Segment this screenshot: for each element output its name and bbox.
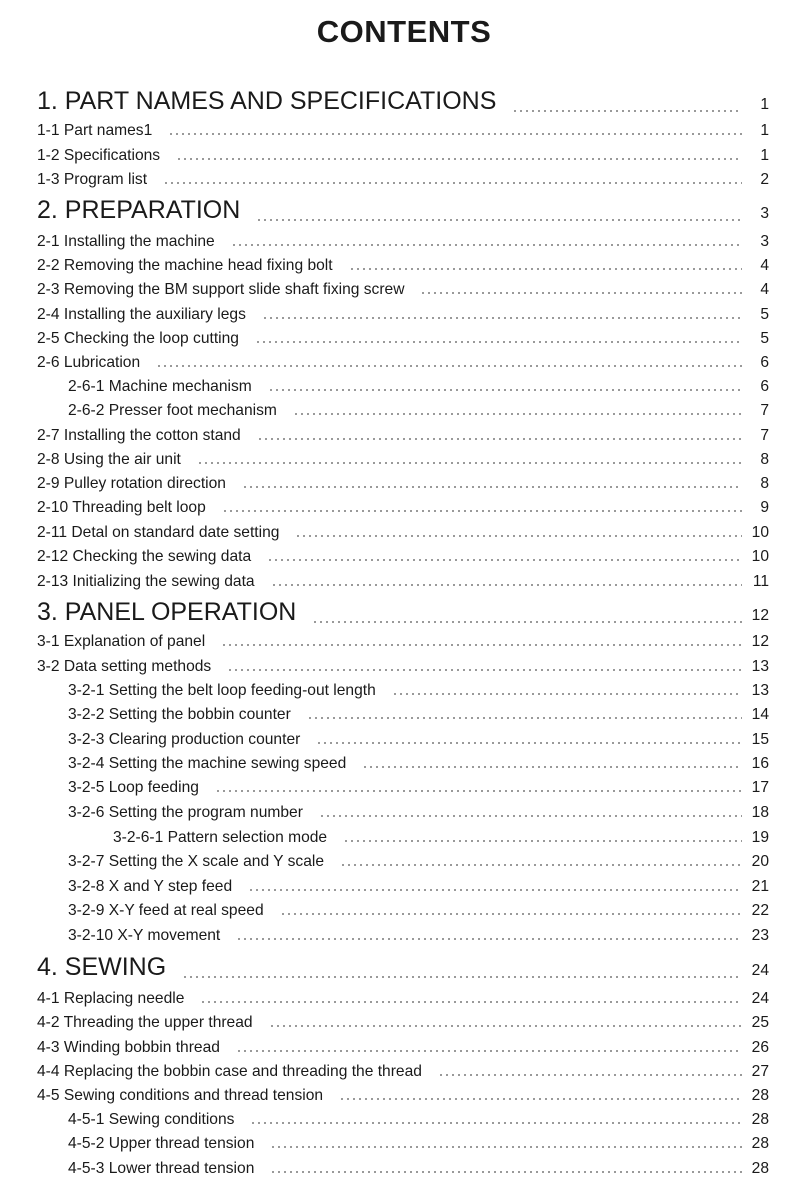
toc-page-number: 4 [760,281,769,298]
toc-entry-title: 1-3 Program list [37,171,148,188]
toc-entry[interactable] [37,142,769,166]
dot-leader [392,692,742,696]
toc-page-number: 21 [751,878,769,895]
toc-entry-title: 2-7 Installing the cotton stand [37,427,241,444]
toc-entry[interactable] [37,117,769,141]
toc-entry[interactable] [37,422,769,446]
toc-entry-title: 1. PART NAMES AND SPECIFICATIONS [37,87,497,115]
dot-leader [262,316,742,320]
dot-leader [270,1145,741,1149]
toc-page-number: 28 [751,1111,769,1128]
dot-leader [176,157,742,161]
toc-page-number: 1 [760,147,769,164]
toc-entry[interactable] [37,897,769,921]
dot-leader [307,716,742,720]
toc-entry-title: 3-2-8 X and Y step feed [68,878,233,895]
toc-entry-title: 4-5 Sewing conditions and thread tension [37,1087,324,1104]
toc-page-number: 24 [751,962,769,979]
toc-entry[interactable] [37,519,769,543]
toc-page-number: 1 [760,96,769,113]
toc-chapter-entry[interactable] [37,950,769,982]
toc-page-number: 7 [760,402,769,419]
toc-entry[interactable] [37,397,769,421]
toc-entry-title: 4. SEWING [37,953,167,981]
dot-leader [255,340,742,344]
toc-page-number: 24 [751,990,769,1007]
toc-entry[interactable] [37,1034,769,1058]
toc-entry[interactable] [37,1106,769,1130]
toc-entry-title: 3-2 Data setting methods [37,658,212,675]
toc-entry-title: 2-2 Removing the machine head fixing bolt [37,257,333,274]
toc-entry[interactable] [37,774,769,798]
dot-leader [182,975,741,979]
toc-entry[interactable] [37,470,769,494]
toc-page-number: 19 [751,829,769,846]
dot-leader [256,218,742,222]
dot-leader [257,437,742,441]
dot-leader [227,668,741,672]
toc-entry[interactable] [37,653,769,677]
toc-page-number: 17 [751,779,769,796]
toc-page-number: 13 [751,658,769,675]
dot-leader [312,620,741,624]
toc-entry-title: 4-5-1 Sewing conditions [68,1111,235,1128]
toc-entry-title: 3-2-1 Setting the belt loop feeding-out length [68,682,376,699]
toc-entry-title: 2-11 Detal on standard date setting [37,524,280,541]
toc-page-number: 10 [751,548,769,565]
dot-leader [221,643,741,647]
toc-entry[interactable] [37,750,769,774]
dot-leader [268,388,742,392]
toc-entry[interactable] [37,252,769,276]
toc-entry-title: 2-9 Pulley rotation direction [37,475,226,492]
dot-leader [269,1024,742,1028]
toc-page-number: 5 [760,330,769,347]
dot-leader [200,1000,741,1004]
toc-entry[interactable] [37,701,769,725]
toc-entry-title: 3-2-2 Setting the bobbin counter [68,706,291,723]
dot-leader [340,863,742,867]
toc-entry[interactable] [37,349,769,373]
dot-leader [438,1073,742,1077]
toc-page-number: 15 [751,731,769,748]
toc-page-number: 1 [760,122,769,139]
toc-entry[interactable] [37,301,769,325]
dot-leader [250,1121,741,1125]
toc-entry-title: 2. PREPARATION [37,196,241,224]
toc-page-number: 10 [751,524,769,541]
toc-page-number: 18 [751,804,769,821]
toc-page-number: 28 [751,1160,769,1177]
toc-entry-title: 3. PANEL OPERATION [37,598,297,626]
toc-page-number: 14 [751,706,769,723]
dot-leader [343,839,742,843]
toc-page-number: 3 [760,205,769,222]
toc-entry-title: 2-13 Initializing the sewing data [37,573,255,590]
dot-leader [248,888,741,892]
toc-entry[interactable] [37,543,769,567]
toc-entry[interactable] [37,166,769,190]
toc-page-number: 22 [751,902,769,919]
toc-entry[interactable] [37,824,769,848]
toc-entry-title: 2-4 Installing the auxiliary legs [37,306,246,323]
toc-entry[interactable] [37,1155,769,1179]
toc-entry-title: 2-6 Lubrication [37,354,141,371]
dot-leader [293,412,742,416]
toc-entry-title: 4-3 Winding bobbin thread [37,1039,220,1056]
dot-leader [295,534,741,538]
dot-leader [339,1097,742,1101]
toc-chapter-entry[interactable] [37,595,769,627]
toc-page-number: 6 [760,354,769,371]
toc-entry[interactable] [37,568,769,592]
toc-page-number: 2 [760,171,769,188]
toc-page-number: 26 [751,1039,769,1056]
toc-entry[interactable] [37,446,769,470]
toc-page-number: 25 [751,1014,769,1031]
toc-entry[interactable] [37,325,769,349]
toc-page-number: 28 [751,1135,769,1152]
toc-entry-title: 2-5 Checking the loop cutting [37,330,239,347]
toc-entry-title: 3-2-4 Setting the machine sewing speed [68,755,347,772]
toc-entry-title: 4-1 Replacing needle [37,990,185,1007]
toc-entry-title: 3-2-6 Setting the program number [68,804,303,821]
toc-entry[interactable] [37,1058,769,1082]
page-title: CONTENTS [316,14,492,49]
dot-leader [197,461,742,465]
toc-entry-title: 2-6-2 Presser foot mechanism [68,402,277,419]
dot-leader [163,181,742,185]
toc-page-number: 5 [760,306,769,323]
toc-entry-title: 3-2-5 Loop feeding [68,779,199,796]
toc-entry[interactable] [37,1130,769,1154]
toc-chapter-entry[interactable] [37,84,769,116]
toc-page-number: 11 [752,573,769,590]
dot-leader [319,814,742,818]
toc-entry[interactable] [37,985,769,1009]
toc-entry[interactable] [37,726,769,750]
toc-entry-title: 4-5-2 Upper thread tension [68,1135,255,1152]
dot-leader [316,741,741,745]
toc-entry-title: 3-2-10 X-Y movement [68,927,221,944]
dot-leader [512,109,742,113]
dot-leader [156,364,742,368]
dot-leader [362,765,741,769]
dot-leader [215,789,742,793]
toc-page-number: 12 [751,607,769,624]
toc-page-number: 12 [751,633,769,650]
toc-entry[interactable] [37,799,769,823]
toc-entry[interactable] [37,873,769,897]
toc-entry-title: 2-3 Removing the BM support slide shaft fixing screw [37,281,405,298]
toc-entry-title: 3-2-3 Clearing production counter [68,731,301,748]
dot-leader [222,509,742,513]
dot-leader [242,485,742,489]
toc-entry[interactable] [37,848,769,872]
toc-entry[interactable] [37,1082,769,1106]
toc-entry[interactable] [37,922,769,946]
dot-leader [168,132,742,136]
toc-entry-title: 3-2-9 X-Y feed at real speed [68,902,264,919]
toc-entry[interactable] [37,494,769,518]
toc-page-number: 8 [760,451,769,468]
toc-page-number: 3 [760,233,769,250]
toc-entry-title: 4-2 Threading the upper thread [37,1014,253,1031]
toc-page-number: 13 [751,682,769,699]
toc-page-number: 4 [760,257,769,274]
toc-chapter-entry[interactable] [37,193,769,225]
toc-entry[interactable] [37,628,769,652]
toc-entry-title: 1-2 Specifications [37,147,161,164]
toc-entry-title: 4-5-3 Lower thread tension [68,1160,255,1177]
toc-page-number: 16 [751,755,769,772]
toc-page-number: 9 [760,499,769,516]
dot-leader [271,583,742,587]
toc-entry[interactable] [37,1009,769,1033]
dot-leader [280,912,742,916]
toc-entry-title: 3-2-7 Setting the X scale and Y scale [68,853,325,870]
toc-page-number: 23 [751,927,769,944]
toc-page-number: 28 [751,1087,769,1104]
toc-entry[interactable] [37,373,769,397]
dot-leader [231,243,742,247]
dot-leader [236,1049,742,1053]
dot-leader [349,267,742,271]
toc-page-number: 27 [751,1063,769,1080]
toc-entry-title: 2-1 Installing the machine [37,233,215,250]
toc-entry-title: 3-1 Explanation of panel [37,633,206,650]
toc-entry-title: 3-2-6-1 Pattern selection mode [113,829,328,846]
dot-leader [270,1170,741,1174]
toc-entry[interactable] [37,677,769,701]
toc-page-number: 20 [751,853,769,870]
toc-entry-title: 4-4 Replacing the bobbin case and threading the thread [37,1063,422,1080]
dot-leader [236,937,741,941]
dot-leader [267,558,742,562]
toc-entry-title: 2-6-1 Machine mechanism [68,378,252,395]
toc-entry[interactable] [37,276,769,300]
toc-page-number: 7 [760,427,769,444]
toc-entry-title: 2-12 Checking the sewing data [37,548,252,565]
dot-leader [420,291,742,295]
toc-entry[interactable] [37,228,769,252]
toc-page-number: 8 [760,475,769,492]
toc-entry-title: 1-1 Part names1 [37,122,153,139]
toc-entry-title: 2-8 Using the air unit [37,451,181,468]
toc-page-number: 6 [760,378,769,395]
toc-entry-title: 2-10 Threading belt loop [37,499,206,516]
